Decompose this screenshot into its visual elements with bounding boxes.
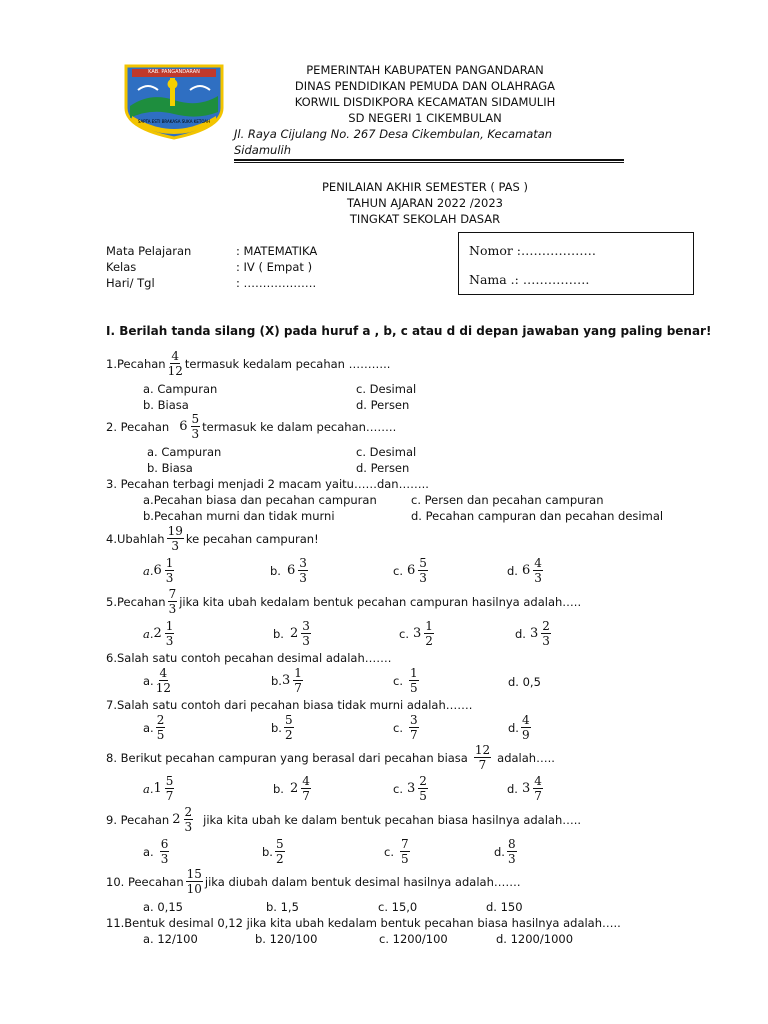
- q6-b-num: 1: [294, 666, 302, 680]
- subject-value: : MATEMATIKA: [236, 244, 318, 258]
- q8-b-num: 4: [302, 774, 310, 788]
- q4-option-b[interactable]: [270, 557, 310, 584]
- q3-option-b[interactable]: b.Pecahan murni dan tidak murni: [143, 509, 335, 523]
- question-3: 3. Pecahan terbagi menjadi 2 macam yaitu……dan……..: [106, 477, 429, 491]
- q2-post: termasuk ke dalam pecahan……..: [202, 419, 397, 434]
- q3-option-c[interactable]: c. Persen dan pecahan campuran: [411, 493, 604, 507]
- q5-d-den: 3: [542, 634, 550, 648]
- q5-option-d[interactable]: [515, 620, 553, 647]
- q4-d-whole: 6: [521, 563, 531, 578]
- q7-c-den: 7: [409, 728, 418, 742]
- q7-c-num: 3: [409, 713, 418, 727]
- q3-option-a[interactable]: a.Pecahan biasa dan pecahan campuran: [143, 493, 377, 507]
- q5-pre: 5.Pecahan: [106, 594, 166, 609]
- q10-option-c[interactable]: c. 15,0: [378, 900, 418, 914]
- q4-a-label: a.: [143, 563, 154, 578]
- q7-d-label: d.: [508, 720, 519, 735]
- q5-d-whole: 3: [529, 626, 539, 641]
- q4-c-den: 3: [419, 571, 427, 585]
- q7-b-den: 2: [284, 728, 293, 742]
- q4-a-den: 3: [165, 571, 174, 585]
- q4-b-whole: 6: [286, 563, 296, 578]
- q9-option-a[interactable]: [143, 838, 171, 865]
- q8-d-whole: 3: [521, 781, 531, 796]
- q4-c-num: 5: [419, 556, 427, 570]
- q9-b-label: b.: [262, 844, 273, 859]
- q4-c-label: c.: [393, 563, 403, 578]
- q7-d-num: 4: [521, 713, 530, 727]
- q6-a-den: 12: [155, 681, 171, 695]
- q6-option-c[interactable]: [393, 667, 421, 694]
- q4-b-label: b.: [270, 563, 281, 578]
- q7-c-label: c.: [393, 720, 403, 735]
- q4-a-num: 1: [165, 556, 174, 570]
- q4-c-whole: 6: [406, 563, 416, 578]
- question-6: 6.Salah satu contoh pecahan desimal adalah…….: [106, 651, 392, 665]
- q6-b-whole: 3: [281, 673, 291, 688]
- q9-c-den: 5: [400, 852, 409, 866]
- q5-num: 7: [168, 587, 177, 601]
- question-9: [106, 806, 581, 833]
- q4-b-num: 3: [299, 556, 307, 570]
- question-2: [106, 413, 396, 440]
- q5-option-b[interactable]: [273, 620, 313, 647]
- q2-num: 5: [191, 412, 200, 426]
- exam-title-1: PENILAIAN AKHIR SEMESTER ( PAS ): [322, 180, 528, 194]
- q11-option-d[interactable]: d. 1200/1000: [496, 932, 574, 946]
- q8-den: 7: [478, 758, 487, 772]
- question-11: 11.Bentuk desimal 0,12 jika kita ubah kedalam bentuk pecahan biasa hasilnya adalah…..: [106, 916, 621, 930]
- q7-option-c[interactable]: [393, 714, 421, 741]
- q1-fraction: [168, 350, 183, 377]
- q7-a-label: a.: [143, 720, 154, 735]
- q8-option-c[interactable]: [393, 775, 430, 802]
- q7-b-num: 5: [284, 713, 293, 727]
- q2-whole: 6: [179, 419, 188, 434]
- q10-option-d[interactable]: d. 150: [486, 900, 523, 914]
- q4-option-d[interactable]: [507, 557, 545, 584]
- q7-a-den: 5: [156, 728, 165, 742]
- q5-option-a[interactable]: [143, 620, 176, 647]
- q9-option-b[interactable]: [262, 838, 287, 865]
- q5-b-den: 3: [302, 634, 310, 648]
- day-label: Hari/ Tgl: [106, 276, 155, 290]
- q5-a-den: 3: [165, 634, 174, 648]
- q5-d-num: 2: [542, 619, 550, 633]
- q9-d-den: 3: [507, 852, 516, 866]
- q4-b-den: 3: [299, 571, 307, 585]
- q10-fraction: [186, 868, 203, 895]
- q8-pre: 8. Berikut pecahan campuran yang berasal dari pecahan biasa: [106, 750, 468, 765]
- logo-text-bottom: SAPTA ESTI BRAKASA SUKA KETOAH: [137, 119, 211, 124]
- q1-option-d[interactable]: d. Persen: [356, 398, 410, 412]
- header-line-2: DINAS PENDIDIKAN PEMUDA DAN OLAHRAGA: [294, 79, 556, 93]
- q9-b-num: 5: [275, 837, 284, 851]
- q8-fraction: [474, 744, 491, 771]
- q11-option-c[interactable]: c. 1200/100: [379, 932, 448, 946]
- q8-b-den: 7: [302, 789, 310, 803]
- class-label: Kelas: [106, 260, 137, 274]
- q2-mixed-number: [179, 413, 202, 440]
- q7-b-label: b.: [271, 720, 282, 735]
- q6-a-label: a.: [143, 673, 154, 688]
- q8-option-a[interactable]: [143, 775, 176, 802]
- q5-b-label: b.: [273, 626, 284, 641]
- q8-b-whole: 2: [289, 781, 299, 796]
- q8-d-label: d.: [507, 781, 518, 796]
- q5-post: jika kita ubah kedalam bentuk pecahan campuran hasilnya adalah…..: [179, 594, 582, 609]
- q8-c-label: c.: [393, 781, 403, 796]
- q5-option-c[interactable]: [399, 620, 436, 647]
- header-line-4: SD NEGERI 1 CIKEMBULAN: [348, 111, 502, 125]
- q6-a-num: 4: [159, 666, 168, 680]
- q6-option-a[interactable]: [143, 667, 173, 694]
- question-10: [106, 868, 521, 895]
- q4-d-num: 4: [534, 556, 542, 570]
- q9-a-label: a.: [143, 844, 154, 859]
- q9-c-num: 7: [400, 837, 409, 851]
- q8-c-whole: 3: [406, 781, 416, 796]
- q6-c-den: 5: [409, 681, 418, 695]
- q1-option-b[interactable]: b. Biasa: [143, 398, 189, 412]
- nama-field[interactable]: Nama .: …………….: [469, 272, 590, 287]
- q5-d-label: d.: [515, 626, 526, 641]
- q1-pre: 1.Pecahan: [106, 356, 166, 371]
- q5-c-den: 2: [425, 634, 433, 648]
- q10-den: 10: [186, 882, 202, 896]
- q5-a-num: 1: [165, 619, 174, 633]
- q1-den: 12: [167, 364, 183, 378]
- q7-option-d[interactable]: [508, 714, 533, 741]
- question-7: 7.Salah satu contoh dari pecahan biasa tidak murni adalah…….: [106, 698, 473, 712]
- q4-num: 19: [167, 524, 183, 538]
- header-divider: [234, 159, 624, 163]
- q6-option-d[interactable]: d. 0,5: [508, 675, 541, 689]
- q10-pre: 10. Peecahan: [106, 874, 184, 889]
- logo-text-top: KAB. PANGANDARAN: [148, 69, 200, 75]
- q9-b-den: 2: [275, 852, 284, 866]
- header-line-3: KORWIL DISDIKPORA KECAMATAN SIDAMULIH: [294, 95, 556, 109]
- q8-d-num: 4: [534, 774, 542, 788]
- q10-option-a[interactable]: a. 0,15: [143, 900, 183, 914]
- q4-den: 3: [171, 539, 180, 553]
- q10-option-b[interactable]: b. 1,5: [266, 900, 299, 914]
- q8-a-den: 7: [165, 789, 174, 803]
- q9-whole: 2: [172, 812, 181, 827]
- q9-a-num: 6: [160, 837, 169, 851]
- q6-option-b[interactable]: [271, 667, 305, 694]
- q5-den: 3: [168, 602, 177, 616]
- school-address-2: Sidamulih: [234, 143, 292, 157]
- q8-option-b[interactable]: [273, 775, 313, 802]
- q4-fraction: [167, 525, 184, 552]
- q9-option-d[interactable]: [494, 838, 519, 865]
- q2-option-b[interactable]: b. Biasa: [147, 461, 193, 475]
- q5-c-label: c.: [399, 626, 409, 641]
- header-line-1: PEMERINTAH KABUPATEN PANGANDARAN: [306, 63, 544, 77]
- q6-b-den: 7: [294, 681, 302, 695]
- exam-title-2: TAHUN AJARAN 2022 /2023: [347, 196, 503, 210]
- question-4: [106, 525, 319, 552]
- question-5: [106, 588, 581, 615]
- q1-option-a[interactable]: a. Campuran: [143, 382, 218, 396]
- q9-d-num: 8: [507, 837, 516, 851]
- q8-a-label: a.: [143, 781, 154, 796]
- q9-den: 3: [184, 820, 193, 834]
- q2-pre: 2. Pecahan: [106, 419, 170, 434]
- q5-b-whole: 2: [289, 626, 299, 641]
- q5-a-label: a.: [143, 626, 154, 641]
- q8-post: adalah…..: [497, 750, 555, 765]
- q4-d-den: 3: [534, 571, 542, 585]
- q5-a-whole: 2: [153, 626, 162, 641]
- q8-a-whole: 1: [153, 781, 162, 796]
- exam-title-3: TINGKAT SEKOLAH DASAR: [349, 212, 501, 226]
- q8-b-label: b.: [273, 781, 284, 796]
- school-logo: [120, 62, 228, 140]
- q1-post: termasuk kedalam pecahan ………..: [184, 356, 391, 371]
- q9-post: jika kita ubah ke dalam bentuk pecahan biasa hasilnya adalah…..: [203, 812, 582, 827]
- q7-option-a[interactable]: [143, 714, 167, 741]
- q8-d-den: 7: [534, 789, 542, 803]
- q6-b-label: b.: [271, 673, 282, 688]
- q4-option-c[interactable]: [393, 557, 430, 584]
- q9-num: 2: [184, 805, 193, 819]
- question-1: [106, 350, 390, 377]
- q10-post: jika diubah dalam bentuk desimal hasilnya adalah…….: [204, 874, 521, 889]
- q7-option-b[interactable]: [271, 714, 296, 741]
- q9-d-label: d.: [494, 844, 505, 859]
- q4-post: ke pecahan campuran!: [185, 531, 319, 546]
- q9-option-c[interactable]: [384, 838, 412, 865]
- q9-c-label: c.: [384, 844, 394, 859]
- q4-d-label: d.: [507, 563, 518, 578]
- instruction: I. Berilah tanda silang (X) pada huruf a , b, c atau d di depan jawaban yang paling benar!: [106, 324, 712, 338]
- q8-c-num: 2: [419, 774, 427, 788]
- q5-b-num: 3: [302, 619, 310, 633]
- q7-d-den: 9: [521, 728, 530, 742]
- q4-pre: 4.Ubahlah: [106, 531, 165, 546]
- q2-option-c[interactable]: c. Desimal: [356, 445, 417, 459]
- q6-c-num: 1: [409, 666, 418, 680]
- q1-option-c[interactable]: c. Desimal: [356, 382, 417, 396]
- q10-num: 15: [186, 867, 202, 881]
- q11-option-a[interactable]: a. 12/100: [143, 932, 198, 946]
- identity-box: [458, 232, 694, 295]
- q5-c-whole: 3: [412, 626, 422, 641]
- q5-fraction: [168, 588, 178, 615]
- q9-a-den: 3: [160, 852, 169, 866]
- q3-option-d[interactable]: d. Pecahan campuran dan pecahan desimal: [411, 509, 664, 523]
- q8-option-d[interactable]: [507, 775, 545, 802]
- q8-a-num: 5: [165, 774, 174, 788]
- school-address-1: Jl. Raya Cijulang No. 267 Desa Cikembulan, Kecamatan: [234, 127, 553, 141]
- q4-a-whole: 6: [153, 563, 162, 578]
- q9-mixed-number: [172, 806, 195, 833]
- nomor-field[interactable]: Nomor :………………: [469, 243, 597, 258]
- q9-pre: 9. Pecahan: [106, 812, 170, 827]
- q2-option-d[interactable]: d. Persen: [356, 461, 410, 475]
- q8-c-den: 5: [419, 789, 427, 803]
- q2-option-a[interactable]: a. Campuran: [147, 445, 222, 459]
- q5-c-num: 1: [425, 619, 433, 633]
- q6-c-label: c.: [393, 673, 403, 688]
- q8-num: 12: [474, 743, 491, 757]
- day-value: : ……………….: [236, 276, 317, 290]
- q7-a-num: 2: [156, 713, 165, 727]
- q11-option-b[interactable]: b. 120/100: [255, 932, 318, 946]
- q2-den: 3: [191, 427, 200, 441]
- subject-label: Mata Pelajaran: [106, 244, 192, 258]
- question-8: [106, 744, 555, 771]
- class-value: : IV ( Empat ): [236, 260, 313, 274]
- q1-num: 4: [171, 349, 180, 363]
- q4-option-a[interactable]: [143, 557, 176, 584]
